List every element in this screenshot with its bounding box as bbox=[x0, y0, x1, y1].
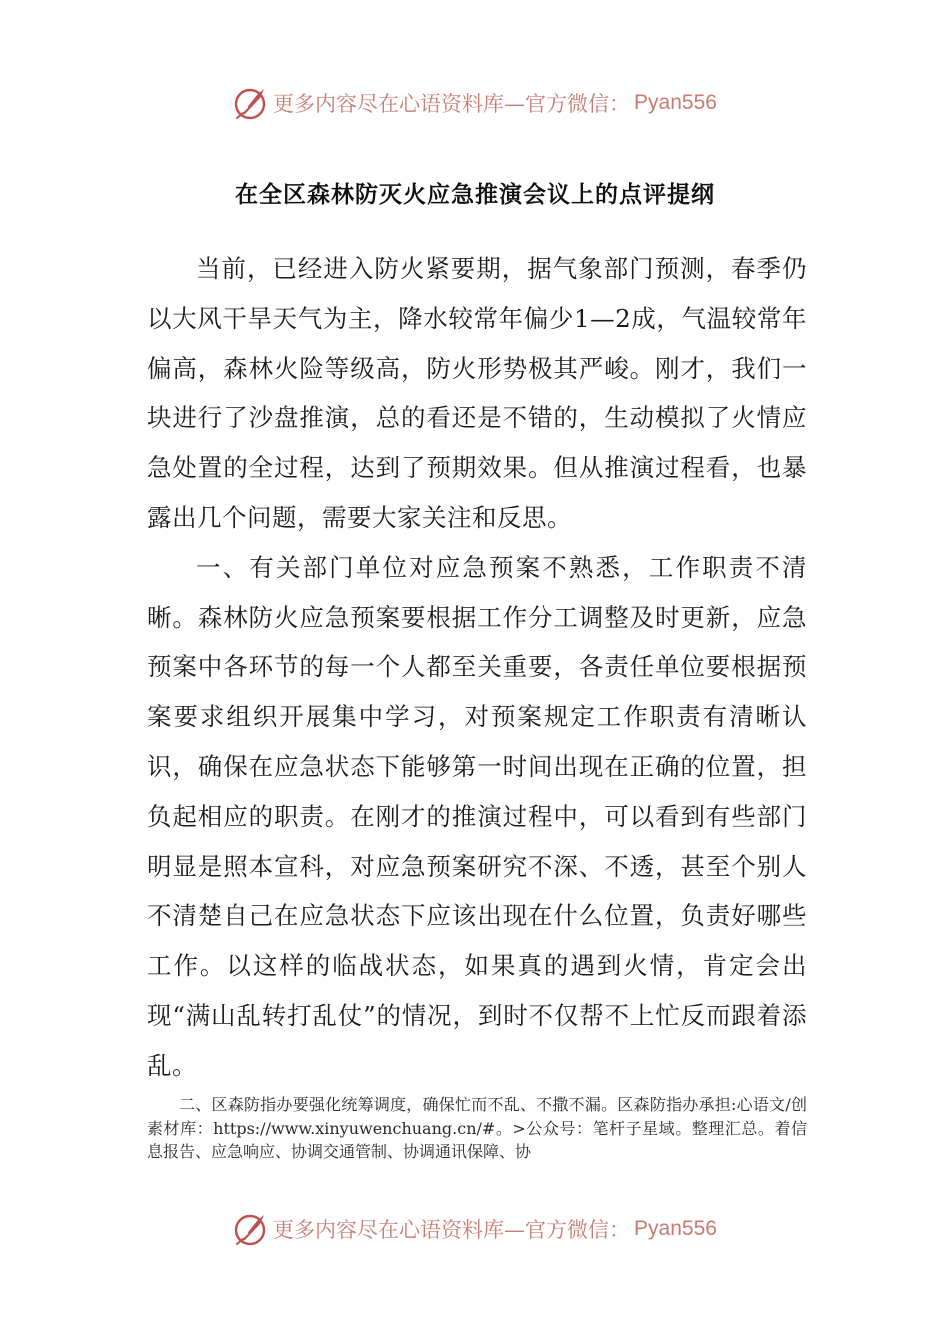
paragraph-point-one: 一、有关部门单位对应急预案不熟悉，工作职责不清晰。森林防火应急预案要根据工作分工调整及时更新，应急预案中各环节的每一个人都至关重要，各责任单位要根据预案要求组织开展集中学习，对预案规定工作职责有清晰认识，确保在应急状态下能够第一时间出现在正确的位置，担负起相应的职责。在刚才的推演过程中，可以看到有些部门明显是照本宣科，对应急预案研究不深、不透，甚至个别人不清楚自己在应急状态下应该出现在什么位置，负责好哪些工作。以这样的临战状态，如果真的遇到火情，肯定会出现“满山乱转打乱仗”的情况，到时不仅帮不上忙反而跟着添乱。 bbox=[147, 552, 807, 1080]
banner-wechat-id: Pyan556 bbox=[634, 1217, 717, 1240]
paragraph-intro: 当前，已经进入防火紧要期，据气象部门预测，春季仍以大风干旱天气为主，降水较常年偏少1—2成，气温较常年偏高，森林火险等级高，防火形势极其严峻。刚才，我们一块进行了沙盘推演，总的看还是不错的，生动模拟了火情应急处置的全过程，达到了预期效果。但从推演过程看，也暴露出几个问题，需要大家关注和反思。 bbox=[147, 254, 807, 532]
header-watermark-banner bbox=[0, 78, 950, 128]
banner-wechat-id: Pyan556 bbox=[634, 91, 717, 114]
paragraph-point-two-small: 二、区森防指办要强化统筹调度，确保忙而不乱、不撒不漏。区森防指办承担:心语文/创素材库：https://www.xinyuwenchuang.cn/#。>公众号：笔杆子星域。整理汇总。着信息报告、应急响应、协调交通管制、协调通讯保障、协 bbox=[147, 1095, 807, 1161]
banner-text: 更多内容尽在心语资料库—官方微信： bbox=[273, 92, 631, 116]
document-body bbox=[147, 244, 807, 1091]
quill-pen-logo-icon bbox=[233, 85, 269, 121]
banner-text: 更多内容尽在心语资料库—官方微信： bbox=[273, 1218, 631, 1242]
footer-watermark-banner bbox=[0, 1204, 950, 1254]
document-title: 在全区森林防灭火应急推演会议上的点评提纲 bbox=[235, 182, 715, 208]
quill-pen-logo-icon bbox=[233, 1211, 269, 1247]
